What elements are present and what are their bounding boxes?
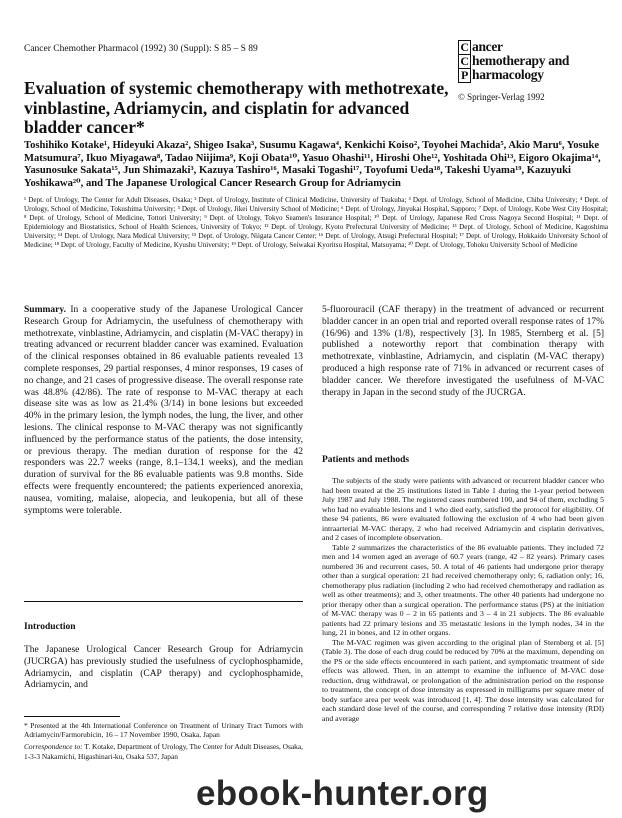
summary-divider (24, 601, 303, 602)
logo-boxed-letter: C (458, 54, 471, 69)
journal-logo (458, 40, 618, 82)
affiliations: ¹ Dept. of Urology, The Center for Adult Diseases, Osaka; ² Dept. of Urology, Institute of Clinical Medicine, University of Tsukuba; ³ Dept. of Urology, School of Medicine, Chiba University; ⁴ Dept. of Urology, School of Medicine, Tokushima University; ⁵ Dept. of Urology, Jikei University School of Medicine; ⁶ Dept. of Urology, Jinyukai Hospital, Sapporo; ⁷ Dept. of Urology, Kobe West City Hospital; ⁸ Dept. of Urology, School of Medicine, Tottori University; ⁹ Dept. of Urology, Tokyo Seamen's Insurance Hospital; ¹⁰ Dept. of Urology, Japanese Red Cross Nagoya Second Hospital; ¹¹ Dept. of Epidemiology and Biostatistics, School of Health Sciences, University of Tokyo; ¹² Dept. of Urology, Kyoto Prefectural University of Medicine; ¹³ Dept. of Urology, School of Medicine, Kagoshima University; ¹⁴ Dept. of Urology, Nara Medical University; ¹⁵ Dept. of Urology, Niigata Cancer Center; ¹⁶ Dept. of Urology, Atsugi Prefectural Hospital; ¹⁷ Dept. of Urology, Hokkaido University School of Medicine; ¹⁸ Dept. of Urology, Faculty of Medicine, Kyushu University; ¹⁹ Dept. of Urology, Seiwakai Kyoritsu Hospital, Matsuyama; ²⁰ Dept. of Urology, Tohoku University School of Medicine (24, 196, 608, 249)
logo-line-3 (458, 68, 618, 82)
logo-text: ancer (472, 39, 503, 54)
logo-line-2 (458, 54, 618, 68)
footnote-correspondence (24, 742, 303, 760)
introduction-continued: 5-fluorouracil (CAF therapy) in the treatment of advanced or recurrent bladder cancer in an open trial and reported overall response rates of 17% (16/96) and 13% (1/8), respectively [3]. In 1985, Sternberg et al. [5] published a noteworthy report that combination therapy with methotrexate, vinblastine, Adriamycin, and cisplatin (M-VAC therapy) produced a high response rate of 71% in advanced or recurrent cases of bladder cancer. We therefore investigated the usefulness of M-VAC therapy in Japan in the second study of the JUCRGA. (322, 305, 604, 398)
watermark: ebook-hunter.org (196, 774, 489, 813)
logo-line-1 (458, 40, 618, 54)
methods-text (322, 476, 604, 723)
footnotes (24, 721, 303, 761)
logo-text: harmacology (472, 67, 544, 82)
correspondence-text: T. Kotake, Department of Urology, The Center for Adult Diseases, Osaka, 1-3-3 Nakamichi, Higashinari-ku, Osaka 537, Japan (24, 742, 304, 761)
section-heading-introduction: Introduction (24, 622, 76, 632)
footnote-presented: * Presented at the 4th International Conference on Treatment of Urinary Tract Tumors with Adriamycin/Farmorubicin, 16 – 17 November 1990, Osaka, Japan (24, 721, 303, 740)
correspondence-label: Correspondence to: (24, 742, 83, 752)
summary-text: In a cooperative study of the Japanese Urological Cancer Research Group for Adriamycin, the usefulness of chemotherapy with methotrexate, vinblastine, Adriamycin, and cisplatin (M-VAC therapy) in treating advanced or recurrent bladder cancer was examined. Evaluation of the clinical responses obtained in 86 evaluable patients revealed 13 complete responses, 29 partial responses, 4 minor responses, 19 cases of no change, and 21 cases of progressive disease. The overall response rate was 48.8% (42/86). The rate of response to M-VAC therapy at each disease site was as low as 21.4% (3/14) in bone lesions but exceeded 40% in the primary lesion, the lymph nodes, the lung, the liver, and other lesions. The clinical response to M-VAC therapy was not significantly influenced by the performance status of the patients, the dose intensity, or previous therapy. The median duration of response for the 42 responders was 22.7 weeks (range, 8.1–134.1 weeks), and the median duration of survival for the 86 evaluable patients was 9.8 months. Side effects were frequently encountered; the patients experienced anorexia, nausea, vomiting, malaise, alopecia, and leukopenia, but all of these symptoms were tolerable. (24, 305, 303, 516)
methods-paragraph: Table 2 summarizes the characteristics of the 86 evaluable patients. They included 72 men and 14 women aged an average of 60.7 years (range, 42 – 82 years). Primary cases numbered 36 and recurrent cases, 50. A total of 46 patients had undergone prior therapy other than a surgical operation: 21 had received chemotherapy only; 6, radiation only; 16, chemotherapy plus radiation (including 2 who had received chemotherapy and radiation as well as other treatments); and 3, other treatments. The other 40 patients had undergone no prior therapy other than a surgical operation. The performance status (PS) at the initiation of M-VAC therapy was 0 – 2 in 65 patients and 3 – 4 in 21 subjects. The 86 evaluable patients had 22 primary lesions and 35 metastatic lesions in the lymph nodes, 34 in the lung, 21 in bones, and 12 in other organs. (322, 542, 604, 637)
copyright-notice: © Springer-Verlag 1992 (458, 92, 545, 102)
logo-text: hemotherapy and (472, 53, 570, 68)
article-title: Evaluation of systemic chemotherapy with methotrexate, vinblastine, Adriamycin, and cisplatin for advanced bladder cancer* (24, 78, 449, 137)
methods-paragraph: The subjects of the study were patients with advanced or recurrent bladder cancer who had been treated at the 25 institutions listed in Table 1 during the 1-year period between July 1987 and July 1988. The registered cases numbered 100, and 94 of them, excluding 5 who had no evaluable lesions and 1 who died early, satisfied the protocol for eligibility. Of these 94 patients, 86 were evaluated following the exclusion of 4 who had been given intraarterial M-VAC therapy, 2 who had received Adriamycin and cisplatin derivatives, and 2 cases of incomplete observation. (322, 476, 604, 542)
journal-reference: Cancer Chemother Pharmacol (1992) 30 (Suppl): S 85 – S 89 (24, 44, 258, 54)
footnote-divider (24, 716, 120, 717)
introduction-text: The Japanese Urological Cancer Research Group for Adriamycin (JUCRGA) has previously studied the usefulness of cyclophosphamide, Adriamycin, and cisplatin (CAP therapy) and cyclophosphamide, Adriamycin, and (24, 645, 303, 691)
logo-boxed-letter: P (458, 68, 471, 83)
author-list: Toshihiko Kotake¹, Hideyuki Akaza², Shigeo Isaka³, Susumu Kagawa⁴, Kenkichi Koiso², Toyohei Machida⁵, Akio Maru⁶, Yosuke Matsumura⁷, Ikuo Miyagawa⁸, Tadao Niijima⁹, Koji Obata¹⁰, Yasuo Ohashi¹¹, Hiroshi Ohe¹², Yoshitada Ohi¹³, Eigoro Okajima¹⁴, Yasunosuke Sakata¹⁵, Jun Shimazaki³, Kazuya Tashiro¹⁶, Masaki Togashi¹⁷, Toyofumi Ueda¹⁸, Takeshi Uyama¹⁹, Kazuyuki Yoshikawa²⁰, and The Japanese Urological Cancer Research Group for Adriamycin (24, 140, 601, 189)
section-heading-methods: Patients and methods (322, 455, 410, 465)
summary-abstract (24, 305, 303, 517)
summary-label: Summary. (24, 305, 66, 315)
methods-paragraph: The M-VAC regimen was given according to the original plan of Sternberg et al. [5] (Table 3). The dose of each drug could be reduced by 70% at the maximum, depending on the PS or the side effects encountered in each patient, and symptomatic treatment of side effects was allowed. Then, in an attempt to examine the influence of M-VAC dose reduction, drug withdrawal, or prolongation of the administration period on the response to treatment, the concept of dose intensity as expressed in milligrams per square meter of body surface area per week was introduced [1, 4]. The dose intensity was calculated for each standard dose level of the course, and corresponding 7 relative dose intensity (RDI) and average (322, 637, 604, 723)
logo-boxed-letter: C (458, 40, 471, 55)
